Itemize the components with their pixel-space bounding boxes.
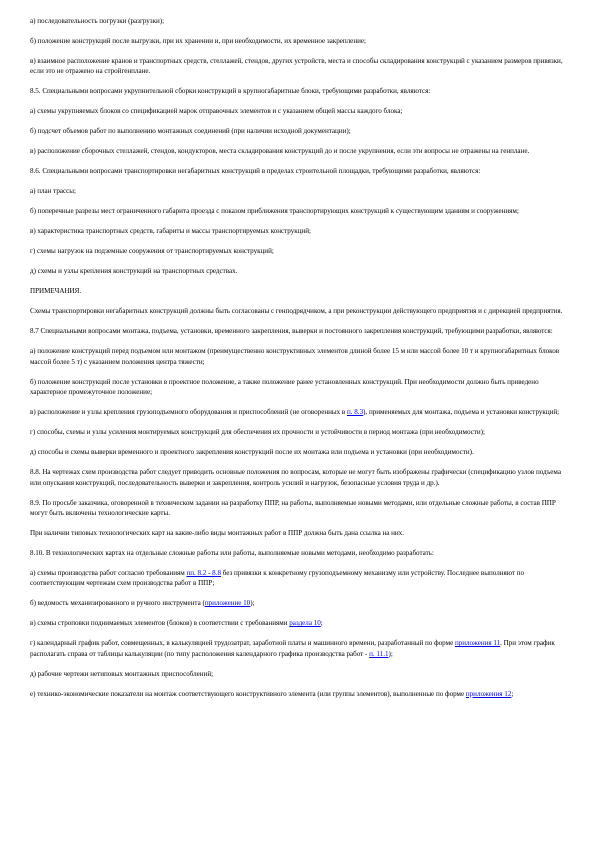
paragraph-text: ; (511, 689, 514, 698)
paragraph-text: ), применяемых для монтажа, подъема и установки конструкций; (363, 408, 560, 417)
paragraph (30, 528, 565, 538)
paragraph-text: 8.9. По просьбе заказчика, оговоренной в техническом задании на разработку ППР, на работы, выполняемые новыми методами, или отдельные сложные работы, в состав ППР могут быть включены технологические карты. (30, 498, 556, 518)
paragraph-text: в) схемы строповки поднимаемых элементов (блоков) в соответствии с требованиями (30, 619, 290, 628)
paragraph-text: а) план трассы; (30, 187, 76, 196)
cross-reference-link[interactable]: пп. 8.2 - 8.8 (186, 569, 221, 578)
paragraph (30, 618, 565, 628)
paragraph (30, 106, 565, 116)
paragraph-text: а) схемы производства работ согласно требованиям (30, 569, 187, 578)
paragraph-text: 8.8. На чертежах схем производства работ следует приводить основные положения по вопросам, которые не могут быть изображены графически (спецификацию узлов подъема или опускания конструкций, последовательность выверки и закрепления, контроль усилий и нагрузок, безопасные условия труда и др.). (30, 468, 561, 487)
paragraph-text: г) схемы нагрузок на подземные сооружения от транспортируемых конструкций; (30, 247, 274, 256)
paragraph (30, 146, 565, 156)
paragraph-text: ПРИМЕЧАНИЯ. (30, 287, 82, 296)
paragraph (30, 16, 565, 26)
paragraph-text: 8.7 Специальными вопросами монтажа, подъема, установки, временного закрепления, выверки и постоянного закрепления конструкций, требующими разработки, являются: (30, 327, 553, 336)
paragraph-text: . При этом график располагать справа от таблицы калькуляции (по типу расположения календарного графика производства работ - (30, 639, 555, 658)
paragraph (30, 266, 565, 276)
paragraph-text: без привязки к конкретному грузоподъемному механизму или устройству. Последнее выполняют по соответствующим чертежам схем производства работ в ППР; (30, 569, 525, 588)
paragraph (30, 427, 565, 437)
paragraph (30, 598, 565, 608)
paragraph (30, 407, 565, 417)
paragraph (30, 126, 565, 136)
paragraph-text: а) положение конструкций перед подъемом или монтажом (преимущественно конструктивных элементов длиной более 15 м или массой более 10 т и крупногабаритных блоков массой более 5 т) с указанием положения центра тяжести; (30, 347, 560, 366)
paragraph (30, 689, 565, 699)
paragraph-text: д) рабочие чертежи нетиповых монтажных приспособлений; (30, 669, 214, 678)
paragraph-text: в) характеристика транспортных средств, габариты и массы транспортируемых конструкций; (30, 227, 311, 236)
paragraph (30, 186, 565, 196)
paragraph (30, 498, 565, 519)
paragraph (30, 226, 565, 236)
paragraph (30, 326, 565, 336)
cross-reference-link[interactable]: приложения 12 (465, 689, 512, 698)
cross-reference-link[interactable]: приложение 10 (204, 599, 251, 608)
paragraph-text: ); (388, 649, 393, 658)
paragraph-text: ); (250, 599, 255, 608)
paragraph-text: г) способы, схемы и узлы усиления монтируемых конструкций для обеспечения их прочности и устойчивости в период монтажа (при необходимости); (30, 428, 485, 437)
paragraph (30, 86, 565, 96)
paragraph-text: 8.5. Специальными вопросами укрупнительной сборки конструкций в крупногабаритные блоки, требующими разработки, являются: (30, 87, 431, 96)
paragraph (30, 568, 565, 589)
paragraph (30, 377, 565, 398)
paragraph-text: ; (320, 619, 323, 628)
paragraph (30, 669, 565, 679)
paragraph (30, 346, 565, 367)
cross-reference-link[interactable]: приложения 11 (454, 639, 501, 648)
paragraph-text: а) схемы укрупняемых блоков со спецификацией марок отправочных элементов и с указанием общей массы каждого блока; (30, 107, 403, 116)
paragraph-text: Схемы транспортировки негабаритных конструкций должны быть согласованы с генподрядчиком, а при реконструкции действующего предприятия и с дирекцией предприятия. (30, 307, 563, 316)
cross-reference-link[interactable]: п. 8.3 (347, 408, 364, 417)
paragraph-text: б) положение конструкций после установки в проектное положение, а также положение ранее установленных конструкций. При необходимости должно быть приведено характерное промежуточное положение; (30, 377, 539, 397)
cross-reference-link[interactable]: п. 11.1 (369, 649, 389, 658)
paragraph (30, 447, 565, 457)
paragraph-text: а) последовательность погрузки (разгрузки); (30, 17, 165, 25)
paragraph (30, 286, 565, 296)
paragraph (30, 548, 565, 558)
paragraph (30, 467, 565, 488)
paragraph (30, 306, 565, 316)
paragraph-text: б) ведомость механизированного и ручного инструмента ( (30, 599, 205, 608)
paragraph (30, 166, 565, 176)
paragraph (30, 56, 565, 77)
paragraph (30, 246, 565, 256)
paragraph-text: б) подсчет объемов работ по выполнению монтажных соединений (при наличии исходной документации); (30, 127, 351, 136)
paragraph (30, 206, 565, 216)
paragraph-text: 8.10. В технологических картах на отдельные сложные работы или работы, выполняемые новыми методами, необходимо разработать: (30, 549, 434, 558)
cross-reference-link[interactable]: раздела 10 (289, 619, 321, 628)
paragraph-text: д) схемы и узлы крепления конструкций на транспортных средствах. (30, 267, 238, 276)
paragraph-text: б) положение конструкций после выгрузки, при их хранении и, при необходимости, их временное закрепление; (30, 37, 366, 45)
paragraph-text: При наличии типовых технологических карт на какие-либо виды монтажных работ в ППР должна быть дана ссылка на них. (30, 529, 404, 538)
paragraph-text: д) способы и схемы выверки временного и проектного закрепления конструкций после их монтажа или подъема и установки (при необходимости). (30, 448, 474, 457)
paragraph (30, 36, 565, 46)
paragraph-text: б) поперечные разрезы мест ограниченного габарита проезда с показом приближения транспортирующих конструкций к существующим зданиям и сооружениям; (30, 207, 519, 216)
paragraph-text: в) взаимное расположение кранов и транспортных средств, стеллажей, стендов, других устройств, места и способы складирования конструкций с указанием размеров привязки, если это не отражено на стройгенплане. (30, 57, 563, 76)
paragraph-text: в) расположение и узлы крепления грузоподъемного оборудования и приспособлений (не оговоренных в (30, 408, 347, 417)
paragraph-text: г) календарный график работ, совмещенных, в калькуляцией трудозатрат, заработной платы и машинного времени, разработанный по форме (30, 639, 455, 648)
paragraph-text: 8.6. Специальными вопросами транспортировки негабаритных конструкций в пределах строительной площадки, требующими разработки, являются: (30, 167, 481, 176)
paragraph-text: е) технико-экономические показатели на монтаж соответствующего конструктивного элемента (или группы элементов), выполненные по форме (30, 689, 466, 698)
paragraph (30, 638, 565, 659)
paragraph-text: в) расположение сборочных стеллажей, стендов, кондукторов, места складирования конструкций до и после укрупнения, если эти вопросы не отражены на генплане. (30, 147, 530, 156)
